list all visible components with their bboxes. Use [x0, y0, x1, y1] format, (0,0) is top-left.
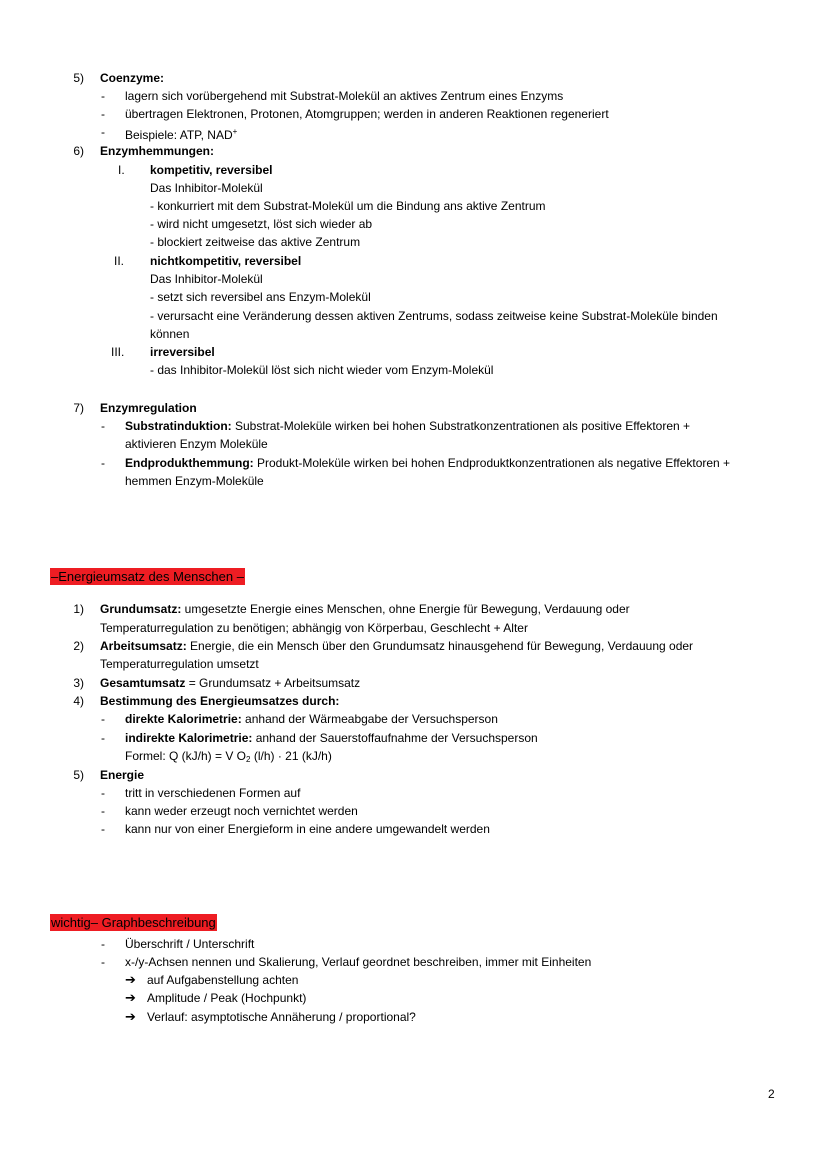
text-line: - blockiert zeitweise das aktive Zentrum: [150, 235, 361, 249]
arrow-right-icon: ➔: [125, 972, 136, 987]
text-line: - verursacht eine Veränderung dessen aktiven Zentrums, sodass zeitweise keine Substrat-Moleküle binden: [150, 309, 718, 323]
roman-number: II.: [114, 254, 125, 268]
text-line: können: [150, 327, 190, 341]
bullet-dash: -: [101, 786, 105, 800]
text-line: Temperaturregulation zu benötigen; abhängig von Körperbau, Geschlecht + Alter: [100, 621, 528, 635]
subsection-title: irreversibel: [150, 345, 215, 359]
subsection-title: nichtkompetitiv, reversibel: [150, 254, 302, 268]
list-item: indirekte Kalorimetrie: anhand der Sauerstoffaufnahme der Versuchsperson: [125, 731, 538, 745]
list-item: Grundumsatz: umgesetzte Energie eines Menschen, ohne Energie für Bewegung, Verdauung oder: [100, 602, 630, 616]
roman-number: I.: [118, 163, 125, 177]
bullet-dash: -: [101, 107, 105, 121]
list-item: lagern sich vorübergehend mit Substrat-Molekül an aktives Zentrum eines Enzyms: [125, 89, 564, 103]
bullet-dash: -: [101, 125, 105, 139]
bullet-dash: -: [101, 456, 105, 470]
list-item: x-/y-Achsen nennen und Skalierung, Verlauf geordnet beschreiben, immer mit Einheiten: [125, 955, 592, 969]
list-item: direkte Kalorimetrie: anhand der Wärmeabgabe der Versuchsperson: [125, 712, 498, 726]
list-item: Substratinduktion: Substrat-Moleküle wirken bei hohen Substratkonzentrationen als positive Effektoren +: [125, 419, 691, 433]
list-item: kann nur von einer Energieform in eine andere umgewandelt werden: [125, 822, 490, 836]
text-line: - wird nicht umgesetzt, löst sich wieder ab: [150, 217, 373, 231]
text-line: Temperaturregulation umsetzt: [100, 657, 259, 671]
roman-number: III.: [111, 345, 125, 359]
section-number: 1): [73, 602, 84, 616]
text-line: hemmen Enzym-Moleküle: [125, 474, 264, 488]
text-line: Das Inhibitor-Molekül: [150, 272, 263, 286]
bullet-dash: -: [101, 89, 105, 103]
section-heading-highlighted: –Energieumsatz des Menschen –: [51, 569, 244, 584]
section-title: Energie: [100, 768, 145, 782]
list-item: Bestimmung des Energieumsatzes durch:: [100, 694, 340, 708]
text-line: - konkurriert mit dem Substrat-Molekül um die Bindung ans aktive Zentrum: [150, 199, 546, 213]
text-line: - setzt sich reversibel ans Enzym-Molekül: [150, 290, 371, 304]
list-item: Überschrift / Unterschrift: [125, 937, 255, 951]
arrow-right-icon: ➔: [125, 1009, 136, 1024]
subsection-title: kompetitiv, reversibel: [150, 163, 273, 177]
arrow-right-icon: ➔: [125, 990, 136, 1005]
bullet-dash: -: [101, 822, 105, 836]
section-number: 2): [73, 639, 84, 653]
arrow-item: ➔ auf Aufgabenstellung achten: [125, 972, 299, 987]
section-number: 4): [73, 694, 84, 708]
page-number: 2: [768, 1087, 775, 1101]
bullet-dash: -: [101, 712, 105, 726]
list-item: übertragen Elektronen, Protonen, Atomgruppen; werden in anderen Reaktionen regeneriert: [125, 107, 609, 121]
section-title: Enzymhemmungen:: [100, 144, 215, 158]
list-item: kann weder erzeugt noch vernichtet werden: [125, 804, 358, 818]
arrow-item: ➔ Verlauf: asymptotische Annäherung / proportional?: [125, 1009, 416, 1024]
bullet-dash: -: [101, 804, 105, 818]
list-item: tritt in verschiedenen Formen auf: [125, 786, 301, 800]
bullet-dash: -: [101, 955, 105, 969]
text-line: aktivieren Enzym Moleküle: [125, 437, 268, 451]
list-item: Beispiele: ATP, NAD+: [125, 127, 238, 142]
section-title: Enzymregulation: [100, 401, 197, 415]
section-number: 6): [73, 144, 84, 158]
text-line: Das Inhibitor-Molekül: [150, 181, 263, 195]
list-item: Gesamtumsatz = Grundumsatz + Arbeitsumsatz: [100, 676, 361, 690]
bullet-dash: -: [101, 731, 105, 745]
bullet-dash: -: [101, 419, 105, 433]
section-heading-highlighted: wichtig– Graphbeschreibung: [51, 915, 216, 930]
section-number: 5): [73, 71, 84, 85]
formula: Formel: Q (kJ/h) = V $O_2$ (l/h) · 21 (kJ/h): [125, 749, 332, 764]
bullet-dash: -: [101, 937, 105, 951]
section-number: 3): [73, 676, 84, 690]
text-line: - das Inhibitor-Molekül löst sich nicht wieder vom Enzym-Molekül: [150, 363, 494, 377]
arrow-item: ➔ Amplitude / Peak (Hochpunkt): [125, 990, 307, 1005]
list-item: Arbeitsumsatz: Energie, die ein Mensch über den Grundumsatz hinausgehend für Bewegung, Verdauung oder: [100, 639, 694, 653]
list-item: Endprodukthemmung: Produkt-Moleküle wirken bei hohen Endproduktkonzentrationen als negative Effektoren +: [125, 456, 731, 470]
section-number: 7): [73, 401, 84, 415]
section-number: 5): [73, 768, 84, 782]
section-title: Coenzyme:: [100, 71, 165, 85]
